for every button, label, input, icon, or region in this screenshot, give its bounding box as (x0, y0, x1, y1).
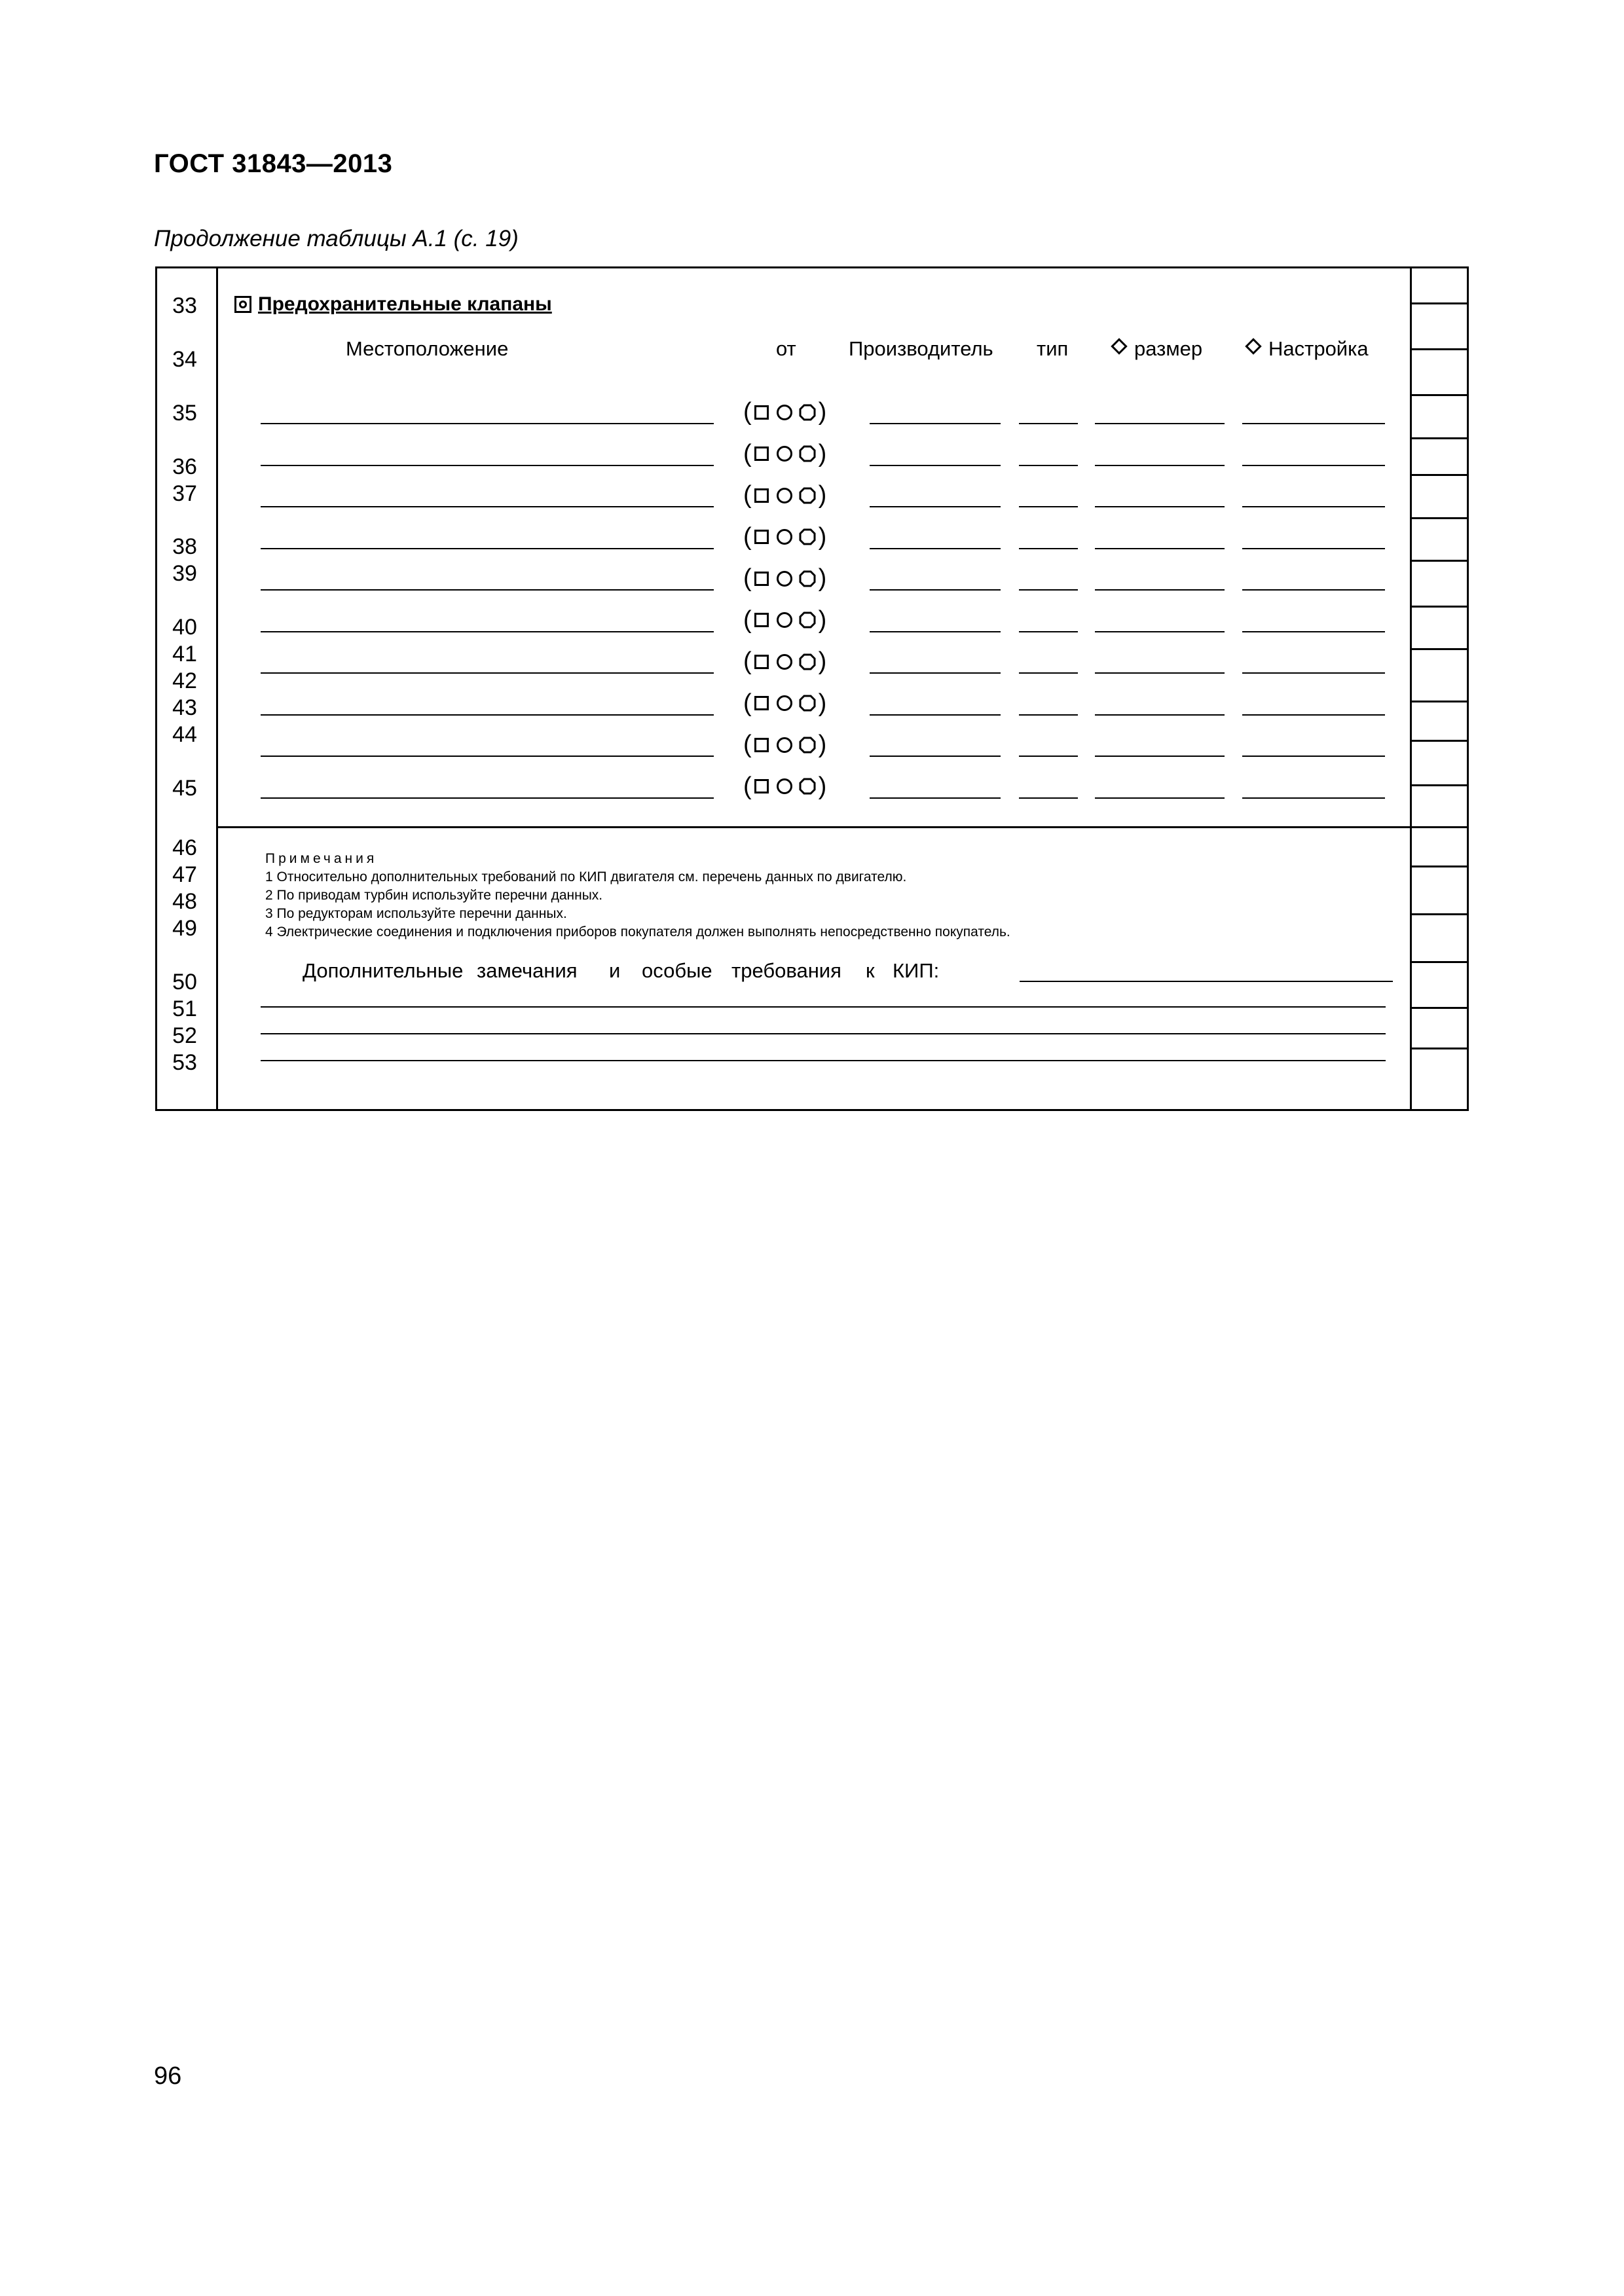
size-field[interactable] (1095, 631, 1225, 632)
section-title-text: Предохранительные клапаны (258, 293, 552, 315)
column-header-size: размер (1113, 337, 1202, 361)
location-field[interactable] (261, 589, 714, 591)
location-field[interactable] (261, 423, 714, 424)
right-cell-divider (1410, 784, 1469, 786)
table-continuation-caption: Продолжение таблицы А.1 (с. 19) (154, 226, 519, 251)
circle-icon[interactable] (777, 737, 792, 753)
circle-icon[interactable] (777, 654, 792, 670)
row-number: 53 (172, 1050, 197, 1075)
extra-remarks-word: особые (642, 959, 712, 982)
connection-type-selector[interactable] (743, 606, 826, 634)
open-paren: ( (743, 689, 752, 717)
size-field[interactable] (1095, 714, 1225, 716)
row-number: 45 (172, 776, 197, 801)
row-number: 48 (172, 889, 197, 914)
section-separator (216, 826, 1469, 828)
manufacturer-field[interactable] (870, 797, 1001, 799)
circle-icon[interactable] (777, 695, 792, 711)
right-cell-divider (1410, 517, 1469, 519)
extra-remarks-word: Дополнительные (303, 959, 464, 982)
row-number: 47 (172, 862, 197, 887)
circle-icon[interactable] (777, 488, 792, 503)
manufacturer-field[interactable] (870, 506, 1001, 507)
row-number: 49 (172, 916, 197, 941)
close-paren: ) (818, 398, 827, 426)
right-cell-divider (1410, 474, 1469, 476)
close-paren: ) (818, 522, 827, 551)
extra-remarks-word: к (866, 959, 875, 982)
setting-field[interactable] (1242, 714, 1385, 716)
octagon-icon (799, 653, 816, 670)
manufacturer-field[interactable] (870, 756, 1001, 757)
circle-icon[interactable] (777, 446, 792, 462)
right-cell-divider (1410, 302, 1469, 304)
extra-remarks-field[interactable] (1020, 981, 1393, 982)
open-paren: ( (743, 522, 752, 551)
type-field[interactable] (1019, 506, 1078, 507)
extra-remarks-line[interactable] (261, 1006, 1386, 1008)
square-icon[interactable] (754, 488, 769, 503)
right-cell-divider (1410, 701, 1469, 702)
open-paren: ( (743, 772, 752, 800)
row-number: 46 (172, 835, 197, 860)
size-field[interactable] (1095, 548, 1225, 549)
circle-icon[interactable] (777, 778, 792, 794)
checkbox-circle-icon[interactable] (234, 296, 251, 313)
connection-type-selector[interactable] (743, 523, 826, 551)
setting-field[interactable] (1242, 756, 1385, 757)
setting-field[interactable] (1242, 465, 1385, 466)
setting-field[interactable] (1242, 548, 1385, 549)
octagon-icon (799, 737, 816, 754)
manufacturer-field[interactable] (870, 631, 1001, 632)
size-field[interactable] (1095, 672, 1225, 674)
row-number: 42 (172, 668, 197, 693)
right-cell-divider (1410, 394, 1469, 396)
extra-remarks-word: и (609, 959, 621, 982)
type-field[interactable] (1019, 797, 1078, 799)
octagon-icon (799, 695, 816, 712)
row-number: 44 (172, 722, 197, 747)
open-paren: ( (743, 564, 752, 592)
diamond-icon (1111, 338, 1127, 354)
row-number: 52 (172, 1023, 197, 1048)
right-cell-divider (1410, 1048, 1469, 1049)
octagon-icon (799, 611, 816, 629)
manufacturer-field[interactable] (870, 589, 1001, 591)
column-header-setting: Настройка (1247, 337, 1369, 361)
right-cell-divider (1410, 913, 1469, 915)
row-number: 38 (172, 534, 197, 559)
close-paren: ) (818, 564, 827, 592)
setting-field[interactable] (1242, 423, 1385, 424)
location-field[interactable] (261, 756, 714, 757)
right-cell-divider (1410, 437, 1469, 439)
square-icon[interactable] (754, 446, 769, 461)
location-field[interactable] (261, 672, 714, 674)
circle-icon[interactable] (777, 405, 792, 420)
size-field[interactable] (1095, 423, 1225, 424)
size-field[interactable] (1095, 506, 1225, 507)
location-field[interactable] (261, 797, 714, 799)
connection-type-selector[interactable] (743, 440, 826, 468)
octagon-icon (799, 445, 816, 462)
row-number: 43 (172, 695, 197, 720)
row-number: 40 (172, 615, 197, 640)
type-field[interactable] (1019, 465, 1078, 466)
extra-remarks-word: замечания (477, 959, 578, 982)
close-paren: ) (818, 439, 827, 467)
column-header-location: Местоположение (346, 337, 509, 360)
type-field[interactable] (1019, 423, 1078, 424)
note-item: 2 По приводам турбин используйте перечни данных. (265, 888, 603, 903)
row-number: 39 (172, 561, 197, 586)
location-field[interactable] (261, 465, 714, 466)
type-field[interactable] (1019, 714, 1078, 716)
connection-type-selector[interactable] (743, 647, 826, 676)
right-cell-divider (1410, 648, 1469, 650)
square-icon[interactable] (754, 655, 769, 669)
circle-icon[interactable] (777, 571, 792, 587)
manufacturer-field[interactable] (870, 548, 1001, 549)
location-field[interactable] (261, 714, 714, 716)
extra-remarks-word: КИП: (893, 959, 940, 982)
row-number: 33 (172, 293, 197, 318)
size-field[interactable] (1095, 465, 1225, 466)
square-icon[interactable] (754, 779, 769, 793)
location-field[interactable] (261, 631, 714, 632)
extra-remarks-line[interactable] (261, 1060, 1386, 1061)
close-paren: ) (818, 689, 827, 717)
row-number: 34 (172, 347, 197, 372)
connection-type-selector[interactable] (743, 564, 826, 592)
close-paren: ) (818, 772, 827, 800)
type-field[interactable] (1019, 756, 1078, 757)
square-icon[interactable] (754, 572, 769, 586)
column-header-from: от (776, 337, 796, 360)
octagon-icon (799, 404, 816, 421)
close-paren: ) (818, 481, 827, 509)
setting-field[interactable] (1242, 797, 1385, 799)
row-number: 41 (172, 642, 197, 666)
open-paren: ( (743, 481, 752, 509)
row-number: 51 (172, 996, 197, 1021)
connection-type-selector[interactable] (743, 398, 826, 426)
right-cell-divider (1410, 961, 1469, 963)
close-paren: ) (818, 731, 827, 758)
number-column-divider (216, 266, 218, 1111)
location-field[interactable] (261, 506, 714, 507)
setting-field[interactable] (1242, 506, 1385, 507)
square-icon[interactable] (754, 613, 769, 627)
square-icon[interactable] (754, 738, 769, 752)
open-paren: ( (743, 398, 752, 426)
type-field[interactable] (1019, 672, 1078, 674)
type-field[interactable] (1019, 631, 1078, 632)
right-cell-divider (1410, 1007, 1469, 1009)
square-icon[interactable] (754, 696, 769, 710)
right-column-divider (1410, 266, 1412, 1111)
row-number: 50 (172, 970, 197, 994)
row-number: 35 (172, 401, 197, 426)
octagon-icon (799, 570, 816, 587)
connection-type-selector[interactable] (743, 481, 826, 509)
close-paren: ) (818, 606, 827, 634)
setting-field[interactable] (1242, 631, 1385, 632)
square-icon[interactable] (754, 405, 769, 420)
open-paren: ( (743, 647, 752, 675)
column-header-manufacturer: Производитель (849, 337, 993, 360)
circle-icon[interactable] (777, 612, 792, 628)
right-cell-divider (1410, 348, 1469, 350)
extra-remarks-line[interactable] (261, 1033, 1386, 1034)
octagon-icon (799, 778, 816, 795)
octagon-icon (799, 487, 816, 504)
circle-icon[interactable] (777, 529, 792, 545)
column-header-type: тип (1037, 337, 1069, 360)
open-paren: ( (743, 439, 752, 467)
row-number: 36 (172, 454, 197, 479)
extra-remarks-word: требования (731, 959, 841, 982)
diamond-icon (1245, 338, 1261, 354)
setting-field[interactable] (1242, 672, 1385, 674)
manufacturer-field[interactable] (870, 672, 1001, 674)
connection-type-selector[interactable] (743, 773, 826, 801)
note-item: 4 Электрические соединения и подключения приборов покупателя должен выполнять непосредственно покупатель. (265, 924, 1010, 939)
page-number: 96 (154, 2062, 182, 2090)
row-number: 37 (172, 481, 197, 506)
connection-type-selector[interactable] (743, 731, 826, 759)
right-cell-divider (1410, 740, 1469, 742)
type-field[interactable] (1019, 548, 1078, 549)
setting-field[interactable] (1242, 589, 1385, 591)
location-field[interactable] (261, 548, 714, 549)
note-item: 1 Относительно дополнительных требований по КИП двигателя см. перечень данных по двигателю. (265, 869, 907, 884)
size-field[interactable] (1095, 756, 1225, 757)
square-icon[interactable] (754, 530, 769, 544)
manufacturer-field[interactable] (870, 465, 1001, 466)
manufacturer-field[interactable] (870, 423, 1001, 424)
right-cell-divider (1410, 606, 1469, 608)
notes-title: Примечания (265, 851, 378, 866)
type-field[interactable] (1019, 589, 1078, 591)
open-paren: ( (743, 606, 752, 634)
size-field[interactable] (1095, 797, 1225, 799)
close-paren: ) (818, 647, 827, 675)
size-field[interactable] (1095, 589, 1225, 591)
octagon-icon (799, 528, 816, 545)
section-heading (234, 293, 552, 316)
connection-type-selector[interactable] (743, 689, 826, 718)
right-cell-divider (1410, 560, 1469, 562)
right-cell-divider (1410, 866, 1469, 867)
note-item: 3 По редукторам используйте перечни данных. (265, 906, 567, 921)
open-paren: ( (743, 731, 752, 758)
manufacturer-field[interactable] (870, 714, 1001, 716)
document-title: ГОСТ 31843—2013 (154, 149, 393, 178)
